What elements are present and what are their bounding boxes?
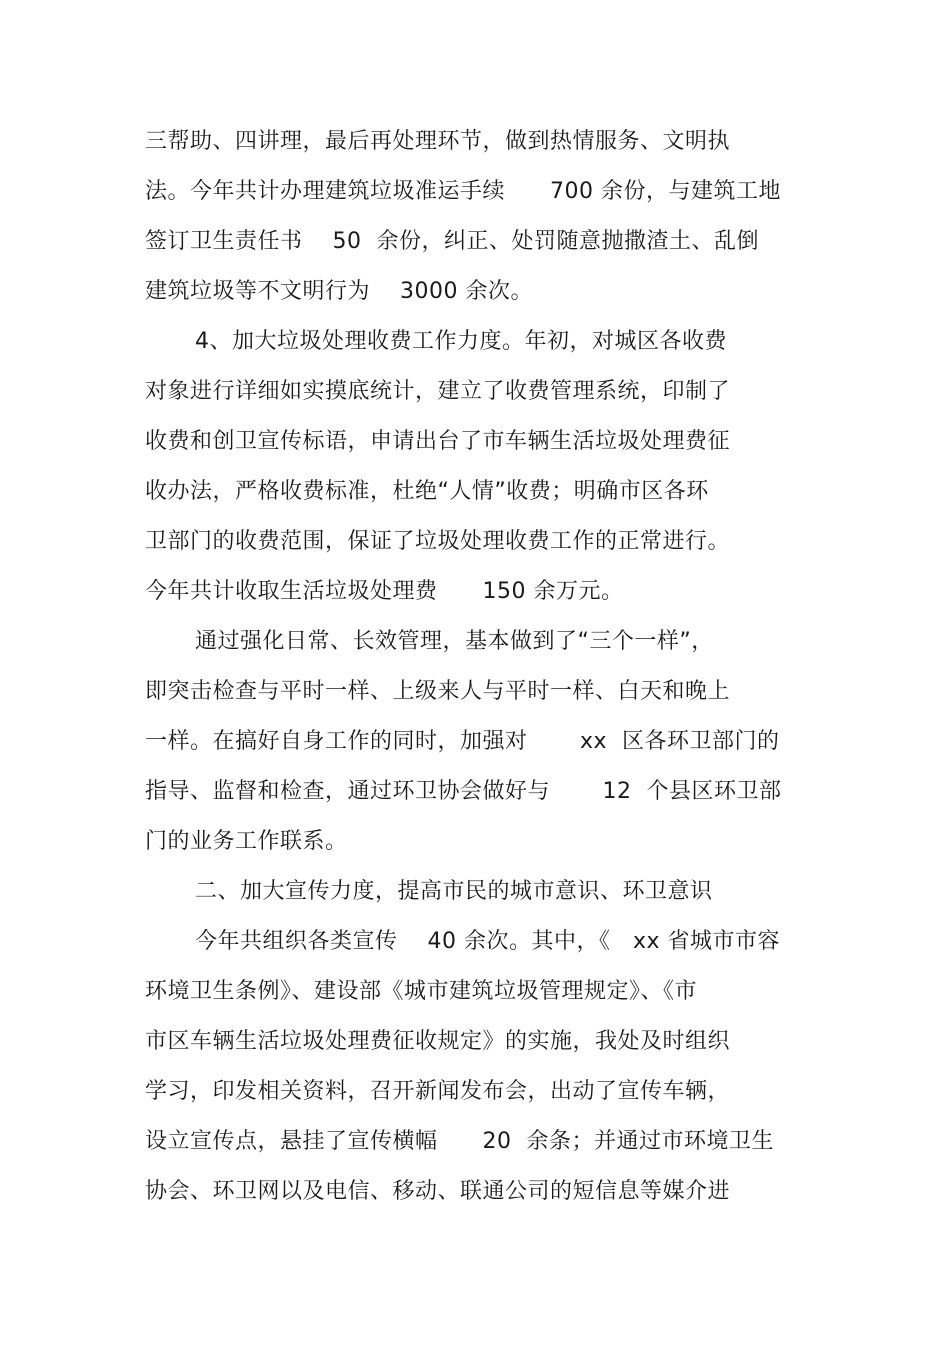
text-line: 今年共计收取生活垃圾处理费 150 余万元。 <box>145 579 624 604</box>
text-line: 学习，印发相关资料，召开新闻发布会，出动了宣传车辆， <box>145 1079 731 1104</box>
text-line: 门的业务工作联系。 <box>145 829 348 854</box>
section-heading: 二、加大宣传力度，提高市民的城市意识、环卫意识 <box>195 879 713 904</box>
text-line: 法。今年共计办理建筑垃圾准运手续 700 余份，与建筑工地 <box>145 179 781 204</box>
text-line: 签订卫生责任书 50 余份，纠正、处罚随意抛撒渣土、乱倒 <box>145 229 759 254</box>
text-line: 对象进行详细如实摸底统计，建立了收费管理系统，印制了 <box>145 379 731 404</box>
text-line: 市区车辆生活垃圾处理费征收规定》的实施，我处及时组织 <box>145 1029 731 1054</box>
paragraph-heading: 4、加大垃圾处理收费工作力度。年初，对城区各收费 <box>195 329 727 354</box>
text-line: 建筑垃圾等不文明行为 3000 余次。 <box>145 279 533 304</box>
text-line: 收费和创卫宣传标语，申请出台了市车辆生活垃圾处理费征 <box>145 429 731 454</box>
text-line: 指导、监督和检查，通过环卫协会做好与 12 个县区环卫部 <box>145 779 782 804</box>
text-line: 即突击检查与平时一样、上级来人与平时一样、白天和晚上 <box>145 679 731 704</box>
paragraph-start: 今年共组织各类宣传 40 余次。其中，《 xx 省城市市容 <box>195 929 781 954</box>
text-line: 环境卫生条例》、建设部《城市建筑垃圾管理规定》、《市 <box>145 979 698 1004</box>
paragraph-start: 通过强化日常、长效管理，基本做到了“三个一样”， <box>195 629 714 654</box>
text-line: 三帮助、四讲理，最后再处理环节，做到热情服务、文明执 <box>145 129 731 154</box>
text-line: 收办法，严格收费标准，杜绝“人情”收费；明确市区各环 <box>145 479 709 504</box>
text-line: 一样。在搞好自身工作的同时，加强对 xx 区各环卫部门的 <box>145 729 780 754</box>
text-line: 设立宣传点，悬挂了宣传横幅 20 余条；并通过市环境卫生 <box>145 1129 774 1154</box>
text-line: 卫部门的收费范围，保证了垃圾处理收费工作的正常进行。 <box>145 529 731 554</box>
text-line: 协会、环卫网以及电信、移动、联通公司的短信息等媒介进 <box>145 1179 731 1204</box>
